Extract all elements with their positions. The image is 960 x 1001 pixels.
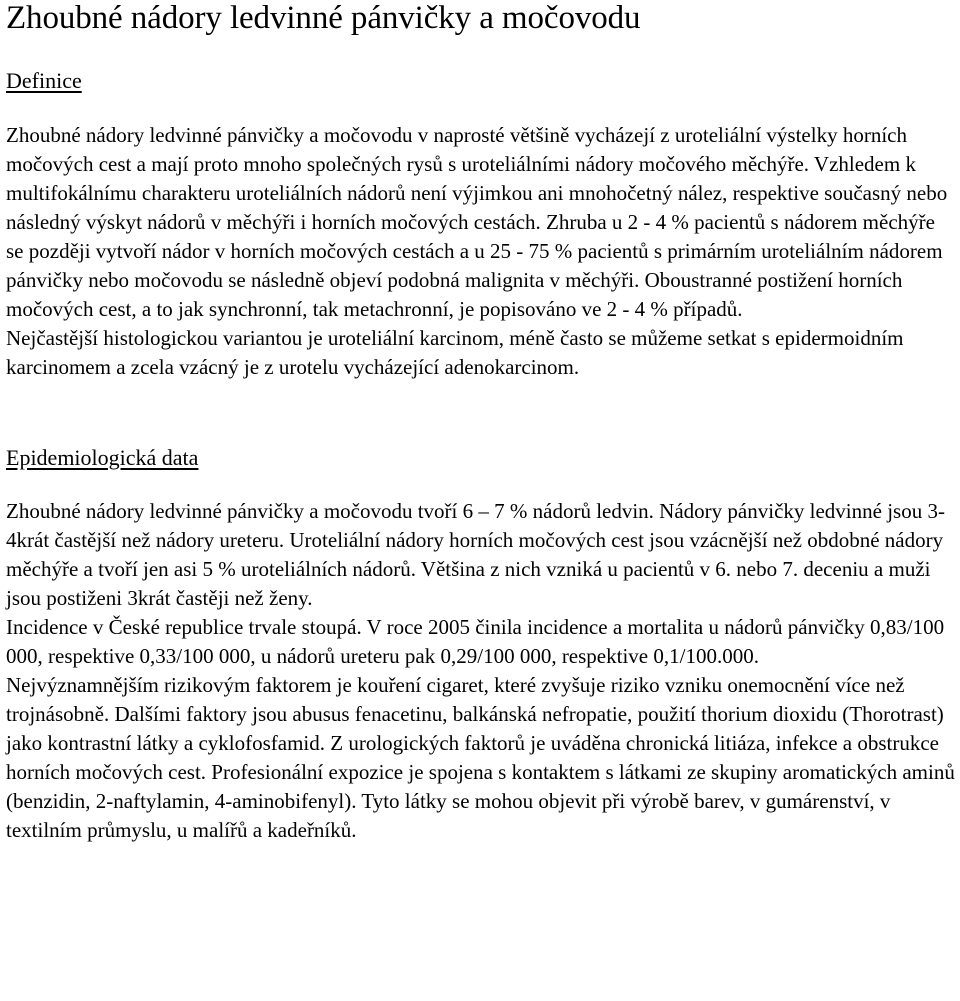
section-body-epidemiologicka-data [6, 497, 956, 845]
paragraph: Zhoubné nádory ledvinné pánvičky a močovodu tvoří 6 – 7 % nádorů ledvin. Nádory pánvičky ledvinné jsou 3-4krát častější než nádory ureteru. Uroteliální nádory horních močových cest jsou vzácnější než obdobné nádory měchýře a tvoří jen asi 5 % uroteliálních nádorů. Většina z nich vzniká u pacientů v 6. nebo 7. deceniu a muži jsou postiženi 3krát častěji než ženy. [6, 499, 945, 610]
section-heading-epidemiologicka-data: Epidemiologická data [6, 445, 199, 470]
paragraph: Nejvýznamnějším rizikovým faktorem je kouření cigaret, které zvyšuje riziko vzniku onemocnění více než trojnásobně. Dalšími faktory jsou abusus fenacetinu, balkánská nefropatie, použití thorium dioxidu (Thorotrast) jako kontrastní látky a cyklofosfamid. Z urologických faktorů je uváděna chronická litiáza, infekce a obstrukce horních močových cest. Profesionální expozice je spojena s kontaktem s látkami ze skupiny aromatických aminů (benzidin, 2-naftylamin, 4-aminobifenyl). Tyto látky se mohou objevit při výrobě barev, v gumárenství, v textilním průmyslu, u malířů a kadeřníků. [6, 673, 955, 842]
paragraph: Zhoubné nádory ledvinné pánvičky a močovodu v naprosté většině vycházejí z uroteliální výstelky horních močových cest a mají proto mnoho společných rysů s uroteliálními nádory močového měchýře. Vzhledem k multifokálnímu charakteru uroteliálních nádorů není výjimkou ani mnohočetný nález, respektive současný nebo následný výskyt nádorů v měchýři i horních močových cestách. Zhruba u 2 - 4 % pacientů s nádorem měchýře se později vytvoří nádor v horních močových cestách a u 25 - 75 % pacientů s primárním uroteliálním nádorem pánvičky nebo močovodu se následně objeví podobná malignita v měchýři. Oboustranné postižení horních močových cest, a to jak synchronní, tak metachronní, je popisováno ve 2 - 4 % případů. [6, 123, 948, 321]
section-heading-definice: Definice [6, 68, 82, 93]
document-title: Zhoubné nádory ledvinné pánvičky a močovodu [6, 0, 641, 36]
document-page [6, 0, 956, 845]
paragraph: Nejčastější histologickou variantou je uroteliální karcinom, méně často se můžeme setkat s epidermoidním karcinomem a zcela vzácný je z urotelu vycházející adenokarcinom. [6, 326, 904, 379]
paragraph: Incidence v České republice trvale stoupá. V roce 2005 činila incidence a mortalita u nádorů pánvičky 0,83/100 000, respektive 0,33/100 000, u nádorů ureteru pak 0,29/100 000, respektive 0,1/100.000. [6, 615, 945, 668]
section-body-definice [6, 121, 956, 382]
